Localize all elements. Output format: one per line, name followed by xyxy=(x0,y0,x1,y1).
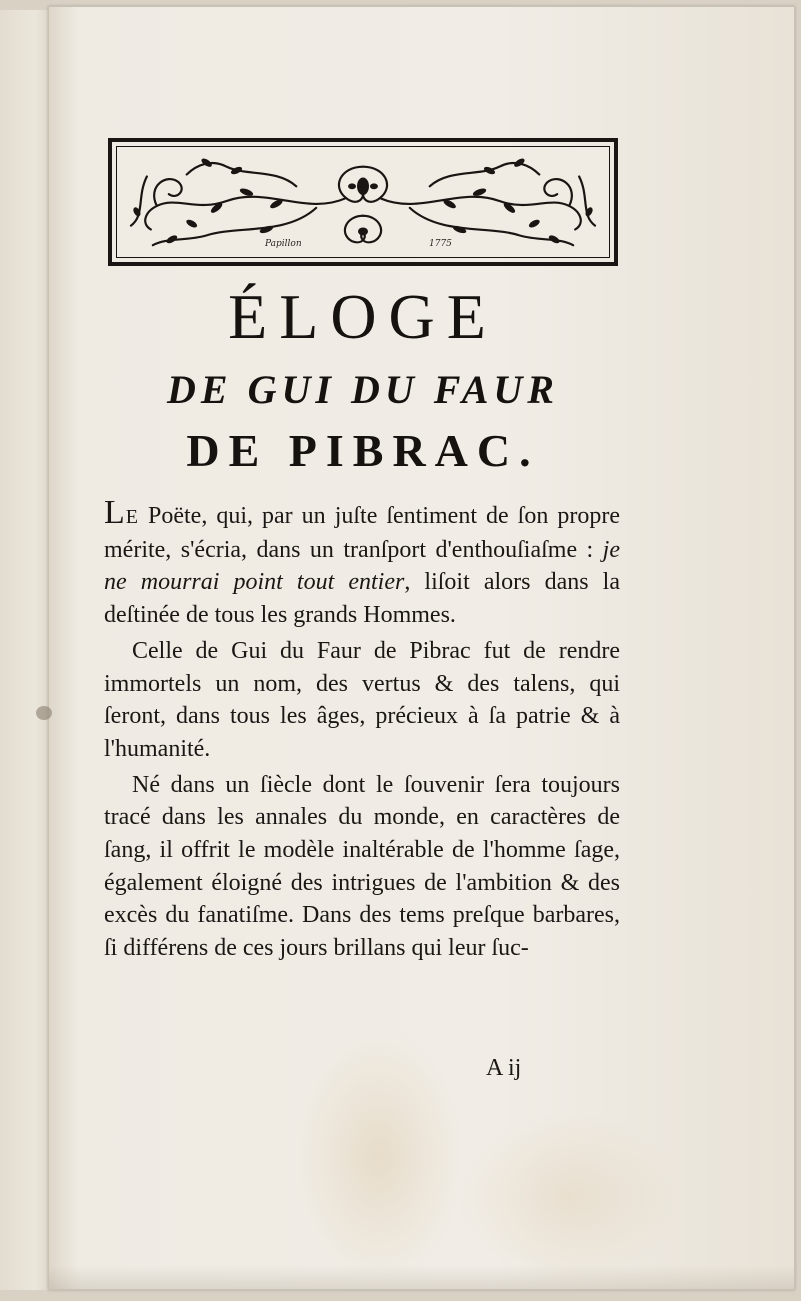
small-caps: E xyxy=(125,506,139,528)
drop-cap: L xyxy=(104,494,126,531)
binding-thread-mark xyxy=(36,706,52,720)
title-subject-place: DE PIBRAC. xyxy=(186,425,540,476)
paragraph-3: Né dans un ſiècle dont le ſouvenir ſera toujours tracé dans les annales du monde, en caractères de ſang, il offrit le modèle inaltérable de l'homme ſage, également éloigné des intrigues de l'ambition & des excès du fanatiſme. Dans des tems preſque barbares, ſi différens de ces jours brillans qui leur ſuc- xyxy=(104,771,620,962)
paragraph-1 xyxy=(104,494,620,632)
page-bottom-edge xyxy=(49,1265,794,1289)
headpiece-frame xyxy=(116,146,610,258)
body-text xyxy=(104,494,620,965)
paragraph-1-text: Poëte, qui, par un juſte ſentiment de ſon propre mérite, s'écria, dans un tranſport d'enthouſiaſme : xyxy=(104,503,620,563)
paragraph-2: Celle de Gui du Faur de Pibrac fut de rendre immortels un nom, des vertus & des talens, qui ſeront, dans tous les âges, précieux à ſa patrie & à l'humanité. xyxy=(104,637,620,762)
engraving-year: 1775 xyxy=(429,239,452,249)
title-subject-name: DE GUI DU FAUR xyxy=(167,367,559,412)
floral-scroll-icon xyxy=(117,147,609,257)
headpiece-ornament xyxy=(108,138,618,266)
signature-mark: A ij xyxy=(486,1055,522,1081)
engraver-signature: Papillon xyxy=(265,239,302,249)
paragraph-1-text-end: , liſoit alors dans la deſtinée de tous les grands Hommes. xyxy=(104,569,620,629)
quotation: je ne mourrai point tout entier xyxy=(104,536,620,596)
title-eloge: ÉLOGE xyxy=(228,281,498,352)
